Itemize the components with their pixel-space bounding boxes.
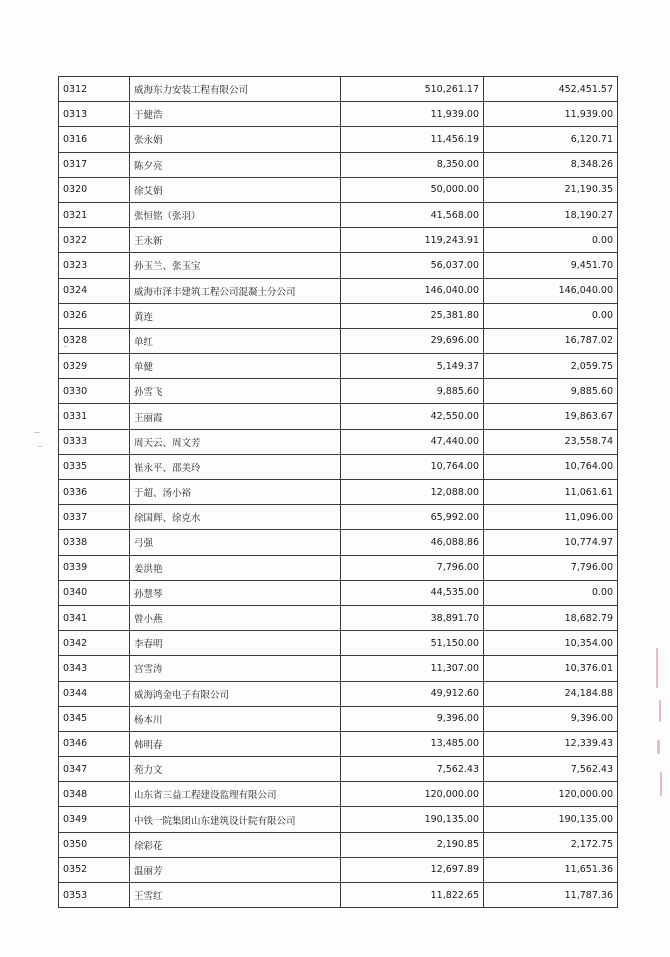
- table-row: [59, 454, 618, 479]
- row-amount-a: 510,261.17: [341, 77, 484, 102]
- scan-speck: [34, 432, 40, 433]
- row-amount-b: 146,040.00: [484, 278, 618, 303]
- row-name: 黄连: [130, 303, 341, 328]
- table-row: [59, 303, 618, 328]
- row-amount-b: 120,000.00: [484, 782, 618, 807]
- row-name: 单红: [130, 328, 341, 353]
- row-amount-b: 10,354.00: [484, 631, 618, 656]
- row-code: 0316: [59, 127, 130, 152]
- row-amount-a: 120,000.00: [341, 782, 484, 807]
- table-row: [59, 253, 618, 278]
- row-amount-a: 46,088.86: [341, 530, 484, 555]
- table-row: [59, 328, 618, 353]
- row-amount-a: 9,396.00: [341, 706, 484, 731]
- row-amount-b: 18,190.27: [484, 202, 618, 227]
- row-amount-a: 29,696.00: [341, 328, 484, 353]
- table-row: [59, 631, 618, 656]
- row-code: 0347: [59, 757, 130, 782]
- table-row: [59, 152, 618, 177]
- stamp-bleed: [659, 700, 661, 722]
- row-name: 徐艾娟: [130, 177, 341, 202]
- row-code: 0326: [59, 303, 130, 328]
- row-code: 0343: [59, 656, 130, 681]
- row-amount-a: 2,190.85: [341, 832, 484, 857]
- row-amount-a: 51,150.00: [341, 631, 484, 656]
- row-amount-b: 9,885.60: [484, 379, 618, 404]
- row-code: 0321: [59, 202, 130, 227]
- table-row: [59, 127, 618, 152]
- row-code: 0350: [59, 832, 130, 857]
- row-amount-b: 0.00: [484, 228, 618, 253]
- table-row: [59, 404, 618, 429]
- row-name: 王雪红: [130, 883, 341, 908]
- row-name: 张恒铭（张羽）: [130, 202, 341, 227]
- row-amount-a: 42,550.00: [341, 404, 484, 429]
- row-amount-b: 11,787.36: [484, 883, 618, 908]
- row-amount-b: 9,451.70: [484, 253, 618, 278]
- row-name: 张永娟: [130, 127, 341, 152]
- row-code: 0324: [59, 278, 130, 303]
- table-row: [59, 681, 618, 706]
- table-row: [59, 706, 618, 731]
- row-amount-a: 10,764.00: [341, 454, 484, 479]
- row-code: 0349: [59, 807, 130, 832]
- row-amount-a: 11,456.19: [341, 127, 484, 152]
- row-name: 宫雪涛: [130, 656, 341, 681]
- row-name: 中铁一院集团山东建筑设计院有限公司: [130, 807, 341, 832]
- row-name: 于超、汤小裕: [130, 480, 341, 505]
- row-code: 0338: [59, 530, 130, 555]
- row-code: 0342: [59, 631, 130, 656]
- row-amount-b: 8,348.26: [484, 152, 618, 177]
- row-amount-b: 2,172.75: [484, 832, 618, 857]
- row-name: 王永新: [130, 228, 341, 253]
- table-row: [59, 228, 618, 253]
- table-row: [59, 480, 618, 505]
- table-row: [59, 177, 618, 202]
- row-name: 山东省三益工程建设监理有限公司: [130, 782, 341, 807]
- table-row: [59, 807, 618, 832]
- row-amount-a: 9,885.60: [341, 379, 484, 404]
- row-amount-b: 12,339.43: [484, 731, 618, 756]
- row-name: 周天云、周文芳: [130, 429, 341, 454]
- stamp-bleed: [660, 772, 662, 796]
- row-amount-a: 13,485.00: [341, 731, 484, 756]
- row-name: 孙慧琴: [130, 580, 341, 605]
- row-amount-a: 11,307.00: [341, 656, 484, 681]
- row-code: 0340: [59, 580, 130, 605]
- row-name: 孙玉兰、张玉宝: [130, 253, 341, 278]
- row-amount-a: 11,939.00: [341, 102, 484, 127]
- row-code: 0320: [59, 177, 130, 202]
- row-amount-a: 25,381.80: [341, 303, 484, 328]
- row-name: 王丽霞: [130, 404, 341, 429]
- row-name: 温丽芳: [130, 857, 341, 882]
- row-amount-a: 8,350.00: [341, 152, 484, 177]
- row-amount-b: 452,451.57: [484, 77, 618, 102]
- row-amount-a: 146,040.00: [341, 278, 484, 303]
- row-amount-b: 11,939.00: [484, 102, 618, 127]
- ledger-table: [58, 76, 618, 908]
- row-amount-a: 44,535.00: [341, 580, 484, 605]
- row-name: 陈夕亮: [130, 152, 341, 177]
- row-amount-a: 7,562.43: [341, 757, 484, 782]
- row-code: 0317: [59, 152, 130, 177]
- table-row: [59, 782, 618, 807]
- table-row: [59, 354, 618, 379]
- row-code: 0330: [59, 379, 130, 404]
- row-amount-b: 11,096.00: [484, 505, 618, 530]
- row-amount-b: 23,558.74: [484, 429, 618, 454]
- table-row: [59, 832, 618, 857]
- row-code: 0353: [59, 883, 130, 908]
- row-code: 0329: [59, 354, 130, 379]
- row-name: 弓强: [130, 530, 341, 555]
- table-row: [59, 505, 618, 530]
- row-code: 0333: [59, 429, 130, 454]
- table-row: [59, 605, 618, 630]
- row-code: 0339: [59, 555, 130, 580]
- row-name: 苑力文: [130, 757, 341, 782]
- row-name: 姜洪艳: [130, 555, 341, 580]
- row-code: 0323: [59, 253, 130, 278]
- row-name: 曾小燕: [130, 605, 341, 630]
- row-name: 威海鸿金电子有限公司: [130, 681, 341, 706]
- row-amount-b: 0.00: [484, 303, 618, 328]
- row-amount-a: 190,135.00: [341, 807, 484, 832]
- stamp-bleed: [656, 648, 658, 688]
- row-code: 0344: [59, 681, 130, 706]
- table-row: [59, 102, 618, 127]
- row-name: 徐国辉、徐克水: [130, 505, 341, 530]
- row-amount-b: 6,120.71: [484, 127, 618, 152]
- table-row: [59, 555, 618, 580]
- row-amount-b: 11,651.36: [484, 857, 618, 882]
- row-amount-b: 9,396.00: [484, 706, 618, 731]
- row-amount-a: 65,992.00: [341, 505, 484, 530]
- row-name: 孙雪飞: [130, 379, 341, 404]
- table-row: [59, 429, 618, 454]
- row-amount-a: 49,912.60: [341, 681, 484, 706]
- row-amount-b: 10,376.01: [484, 656, 618, 681]
- table-row: [59, 202, 618, 227]
- row-amount-a: 47,440.00: [341, 429, 484, 454]
- table-row: [59, 656, 618, 681]
- row-amount-b: 10,764.00: [484, 454, 618, 479]
- row-amount-b: 11,061.61: [484, 480, 618, 505]
- row-amount-a: 7,796.00: [341, 555, 484, 580]
- row-amount-a: 5,149.37: [341, 354, 484, 379]
- row-amount-a: 12,697.89: [341, 857, 484, 882]
- row-name: 于健浩: [130, 102, 341, 127]
- row-amount-a: 56,037.00: [341, 253, 484, 278]
- row-code: 0341: [59, 605, 130, 630]
- row-amount-b: 16,787.02: [484, 328, 618, 353]
- row-amount-b: 7,562.43: [484, 757, 618, 782]
- stamp-bleed: [657, 740, 660, 754]
- row-code: 0331: [59, 404, 130, 429]
- row-amount-a: 12,088.00: [341, 480, 484, 505]
- row-amount-b: 10,774.97: [484, 530, 618, 555]
- row-name: 崔永平、邵美玲: [130, 454, 341, 479]
- row-amount-b: 190,135.00: [484, 807, 618, 832]
- table-row: [59, 580, 618, 605]
- row-name: 威海市泽丰建筑工程公司混凝土分公司: [130, 278, 341, 303]
- row-code: 0337: [59, 505, 130, 530]
- row-name: 李春明: [130, 631, 341, 656]
- row-amount-b: 21,190.35: [484, 177, 618, 202]
- row-code: 0322: [59, 228, 130, 253]
- row-amount-b: 7,796.00: [484, 555, 618, 580]
- table-row: [59, 530, 618, 555]
- row-name: 单健: [130, 354, 341, 379]
- table-row: [59, 857, 618, 882]
- row-code: 0346: [59, 731, 130, 756]
- row-name: 韩明春: [130, 731, 341, 756]
- row-code: 0348: [59, 782, 130, 807]
- row-amount-a: 41,568.00: [341, 202, 484, 227]
- row-name: 徐彩花: [130, 832, 341, 857]
- scan-speck: [38, 446, 42, 447]
- table-row: [59, 757, 618, 782]
- row-code: 0345: [59, 706, 130, 731]
- row-amount-b: 18,682.79: [484, 605, 618, 630]
- row-code: 0328: [59, 328, 130, 353]
- row-name: 威海东力安装工程有限公司: [130, 77, 341, 102]
- table-row: [59, 379, 618, 404]
- row-amount-b: 19,863.67: [484, 404, 618, 429]
- row-code: 0335: [59, 454, 130, 479]
- table-row: [59, 278, 618, 303]
- table-row: [59, 883, 618, 908]
- row-amount-a: 38,891.70: [341, 605, 484, 630]
- row-code: 0312: [59, 77, 130, 102]
- row-code: 0352: [59, 857, 130, 882]
- row-code: 0336: [59, 480, 130, 505]
- row-code: 0313: [59, 102, 130, 127]
- row-amount-b: 24,184.88: [484, 681, 618, 706]
- row-amount-a: 119,243.91: [341, 228, 484, 253]
- table-row: [59, 77, 618, 102]
- row-name: 杨本川: [130, 706, 341, 731]
- row-amount-a: 50,000.00: [341, 177, 484, 202]
- row-amount-b: 0.00: [484, 580, 618, 605]
- row-amount-a: 11,822.65: [341, 883, 484, 908]
- table-row: [59, 731, 618, 756]
- row-amount-b: 2,059.75: [484, 354, 618, 379]
